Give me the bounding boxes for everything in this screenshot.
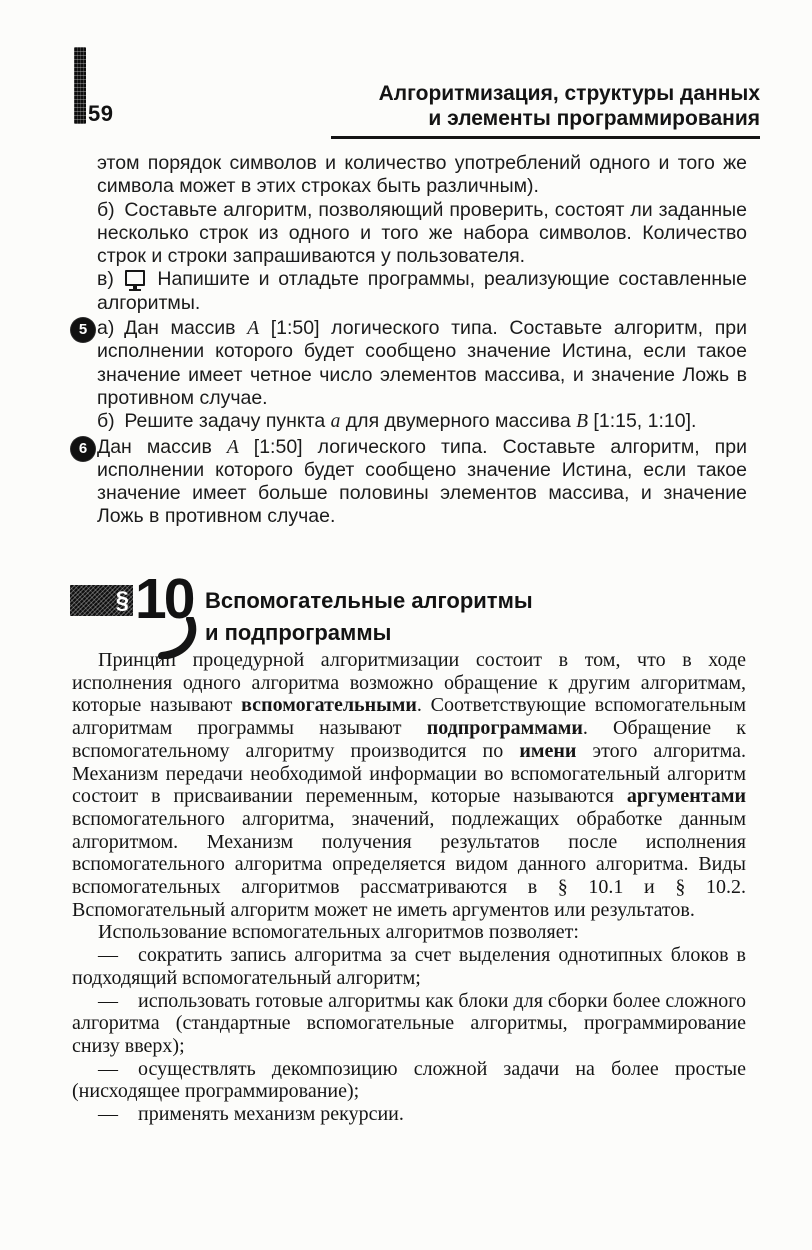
body-paragraph: Использование вспомогательных алгоритмов позволяет: bbox=[98, 921, 579, 944]
page-edge-mark bbox=[74, 47, 86, 124]
computer-icon bbox=[125, 270, 145, 286]
exercise-item-5 bbox=[78, 317, 747, 433]
header-rule bbox=[331, 136, 760, 139]
running-header-line1: Алгоритмизация, структуры данных bbox=[378, 82, 760, 105]
running-header-line2: и элементы программирования bbox=[428, 107, 760, 130]
section-title-line2: и подпрограммы bbox=[205, 620, 392, 645]
exercise-block bbox=[78, 152, 747, 529]
section-body bbox=[72, 649, 746, 1126]
exercise-subitem-b: б) Составьте алгоритм, позволяющий проверить, состоят ли заданные несколько строк из одного и того же набора символов. Количество строк и строки запрашиваются у пользователя. bbox=[97, 198, 747, 268]
body-list-item: — использовать готовые алгоритмы как блоки для сборки более сложного алгоритма (стандартные вспомогательные алгоритмы, программирование снизу вверх); bbox=[72, 989, 746, 1057]
body-list-item: — сократить запись алгоритма за счет выделения однотипных блоков в подходящий вспомогательный алгоритм; bbox=[72, 944, 746, 989]
exercise-item-6 bbox=[78, 435, 747, 529]
exercise-text: Дан массив A [1:50] логического типа. Составьте алгоритм, при исполнении которого будет сообщено значение Истина, если такое значение имеет больше половины элементов массива, и значение Ложь в противном случае. bbox=[97, 435, 747, 528]
section-mark-box bbox=[70, 585, 133, 616]
section-mark: § bbox=[115, 586, 129, 614]
exercise-number-badge: 6 bbox=[71, 437, 95, 461]
section-title-line1: Вспомогательные алгоритмы bbox=[205, 588, 533, 613]
section-title bbox=[205, 585, 533, 649]
body-list-item: — применять механизм рекурсии. bbox=[98, 1103, 404, 1126]
exercise-text: а) Дан массив A [1:50] логического типа. Составьте алгоритм, при исполнении которого будет сообщено значение Истина, если такое значение имеет четное число элементов массива, и значение Ложь в противном случае. bbox=[97, 317, 747, 409]
page-number: 59 bbox=[88, 101, 114, 126]
body-paragraph: Принцип процедурной алгоритмизации состоит в том, что в ходе исполнения одного алгоритма возможно обращение к другим алгоритмам, которые называют вспомогательными. Соответствующие вспомогательным алгоритмам программы называют подпрограммами. Обращение к вспомогательному алгоритму производится по имени этого алгоритма. Механизм передачи необходимой информации во вспомогательный алгоритм состоит в присваивании переменным, которые называются аргументами вспомогательного алгоритма, значений, подлежащих обработке данным алгоритмом. Механизм получения результатов после исполнения вспомогательного алгоритма определяется видом данного алгоритма. Виды вспомогательных алгоритмов рассматриваются в § 10.1 и § 10.2. Вспомогательный алгоритм может не иметь аргументов или результатов. bbox=[72, 649, 746, 921]
exercise-continuation-text: этом порядок символов и количество употреблений одного и того же символа может в этих строках быть различным). bbox=[97, 152, 747, 198]
body-list-item: — осуществлять декомпозицию сложной задачи на более простые (нисходящее программирование); bbox=[72, 1057, 746, 1103]
exercise-subitem-v: в) Напишите и отладьте программы, реализующие составленные алгоритмы. bbox=[97, 268, 747, 314]
exercise-text: б) Решите задачу пункта а для двумерного массива B [1:15, 1:10]. bbox=[97, 410, 697, 433]
exercise-number-badge: 5 bbox=[71, 318, 95, 342]
running-header bbox=[280, 81, 760, 131]
section-number: 10 bbox=[135, 567, 193, 631]
